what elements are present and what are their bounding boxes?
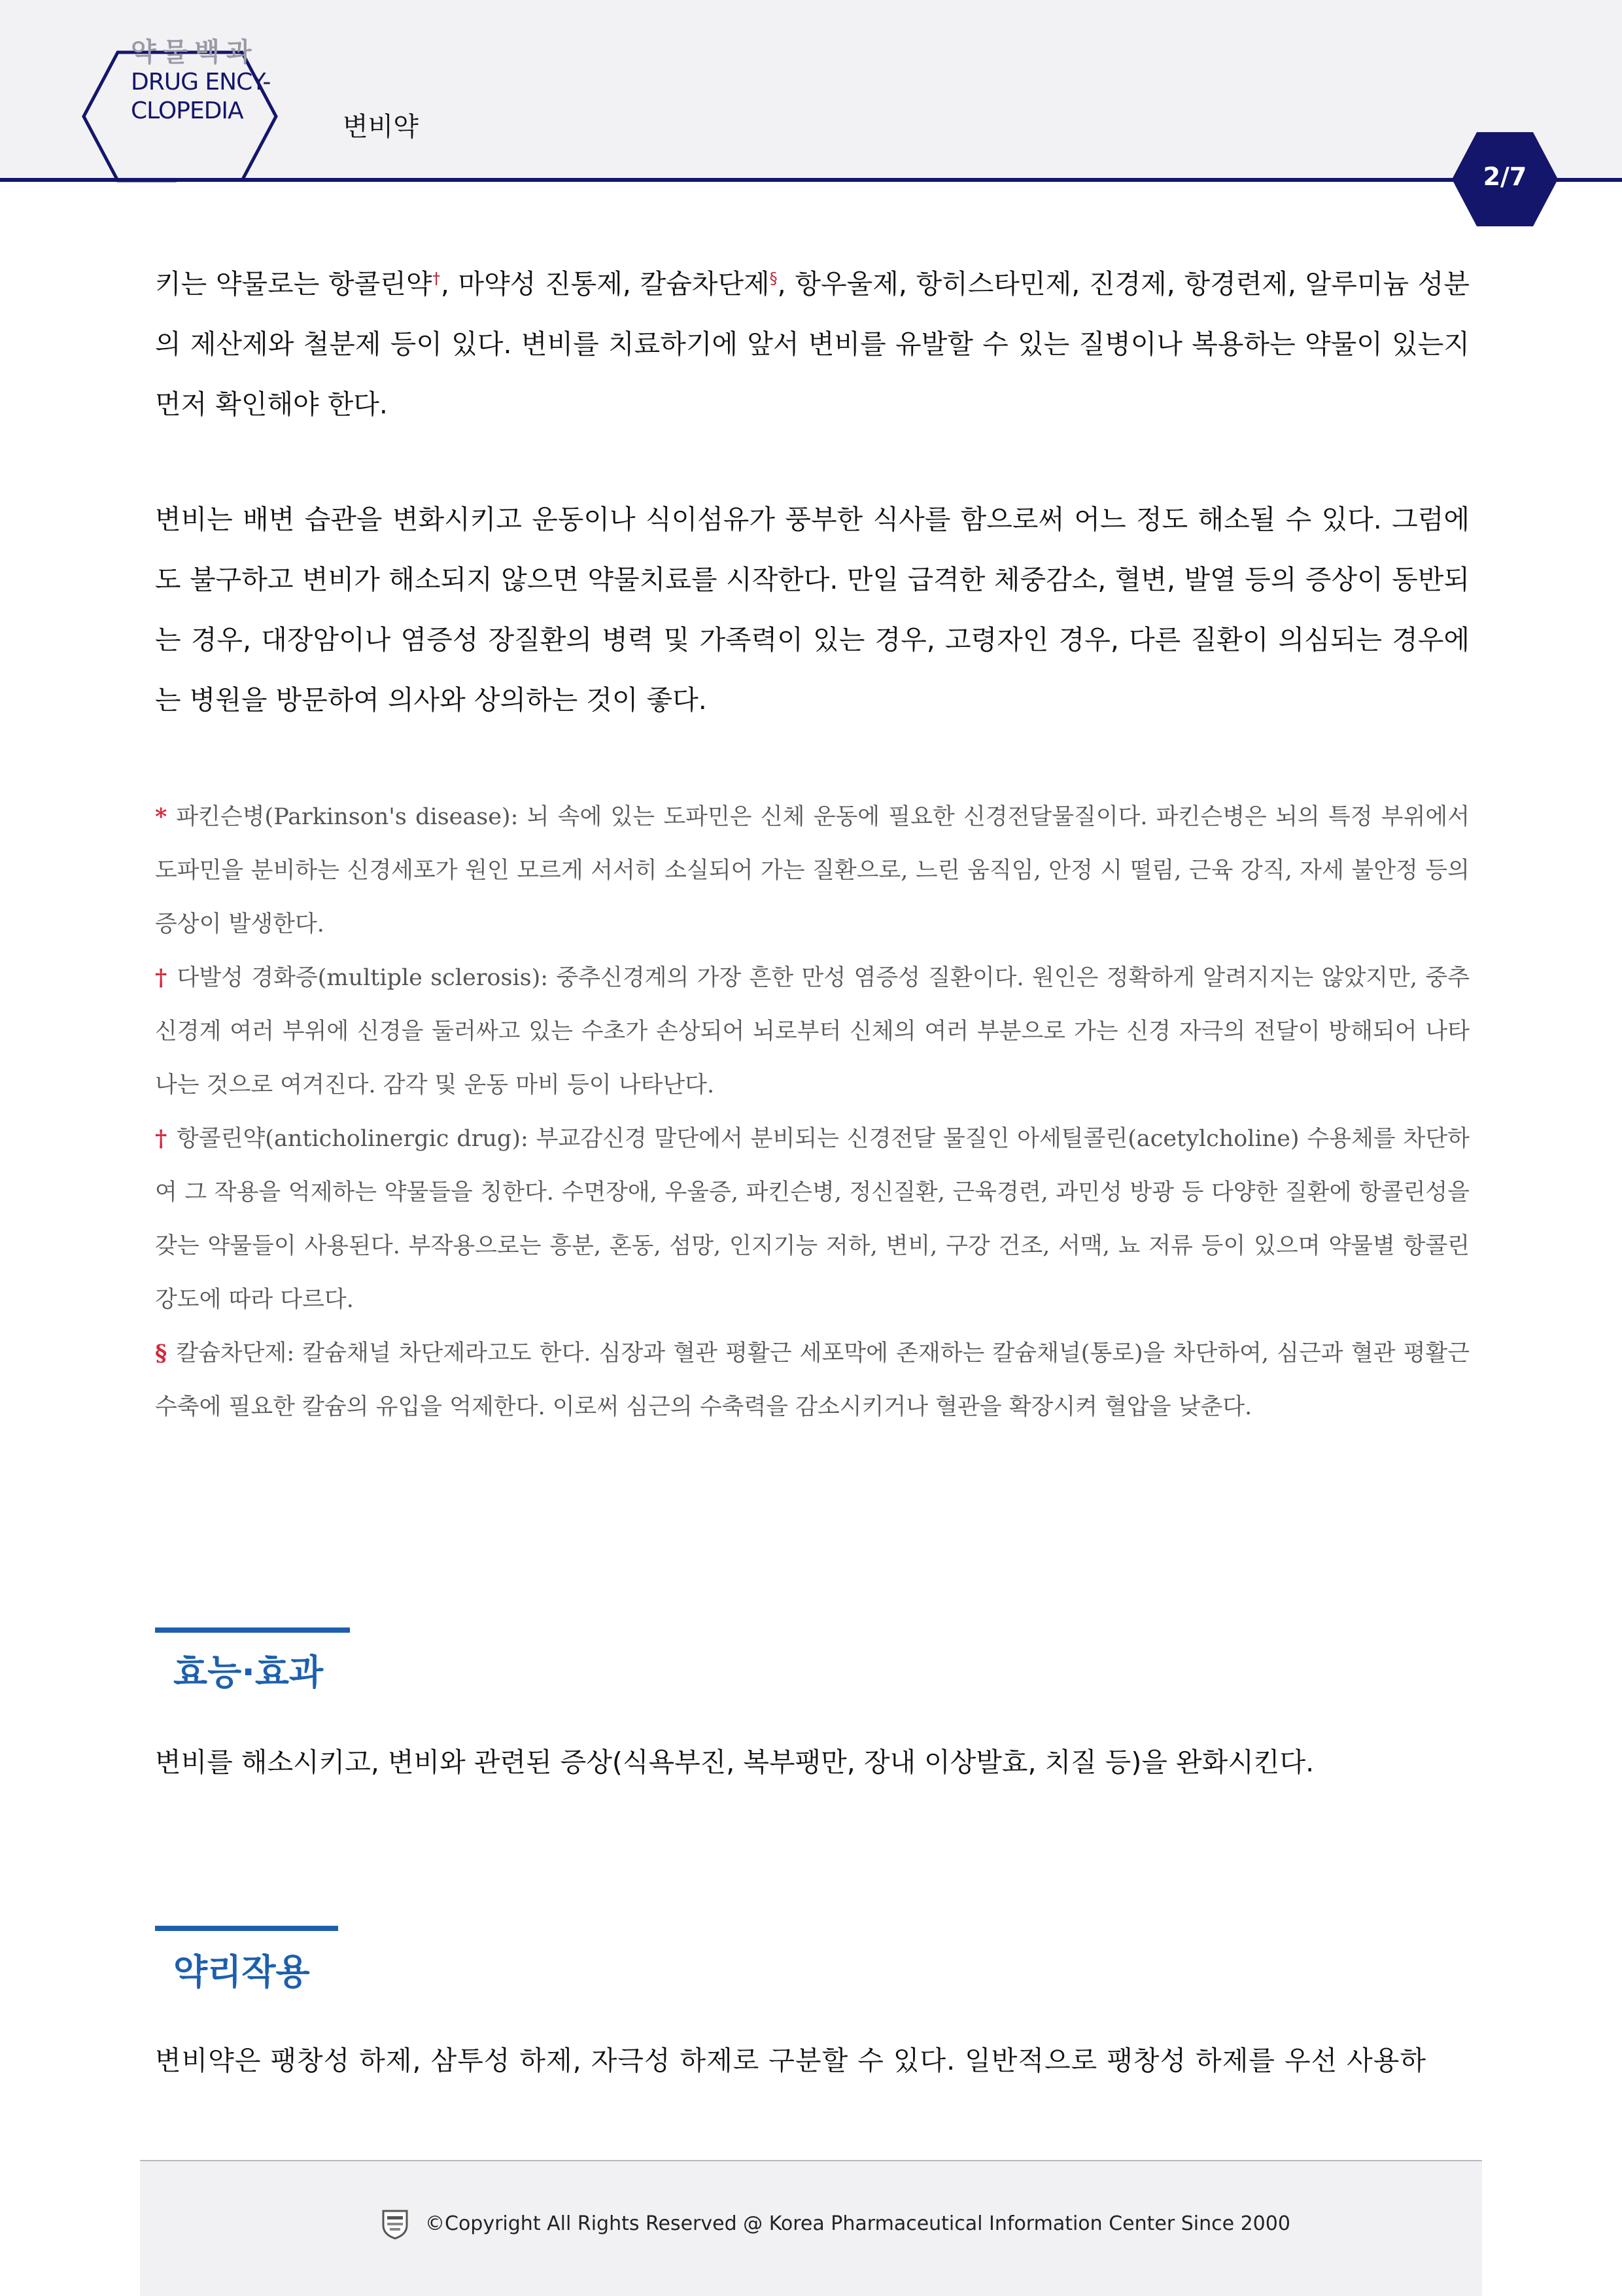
p1-text-c: , 항우울제, 항히스타민제, 진경제, 항경련제, 알루미늄 성분의 제산제와 철분제 등이 있다. 변비를 치료하기에 앞서 변비를 유발할 수 있는 질병이나 복용하는 약물이 있는지 먼저 확인해야 한다. — [155, 268, 1470, 420]
efficacy-heading: 효능·효과 — [173, 1652, 324, 1693]
p1-text-b: , 마약성 진통제, 칼슘차단제 — [440, 268, 770, 300]
logo-english-line2: CLOPEDIA — [131, 97, 243, 124]
p1-text-a: 키는 약물로는 항콜린약 — [155, 268, 432, 300]
footnote-multiple-sclerosis — [155, 951, 1470, 1112]
footnote-calcium-blocker — [155, 1327, 1470, 1434]
footnote-text: 다발성 경화증(multiple sclerosis): 중추신경계의 가장 흔한 만성 염증성 질환이다. 원인은 정확하게 알려지지는 않았지만, 중추신경계 여러 부위에 신경을 둘러싸고 있는 수초가 손상되어 뇌로부터 신체의 여러 부분으로 가는 신경 자극의 전달이 방해되어 나타나는 것으로 여겨진다. 감각 및 운동 마비 등이 나타난다. — [155, 965, 1470, 1098]
efficacy-text: 변비를 해소시키고, 변비와 관련된 증상(식욕부진, 복부팽만, 장내 이상발효, 치질 등)을 완화시킨다. — [155, 1747, 1315, 1778]
footnote-mark: † — [155, 964, 168, 991]
efficacy-heading-bar — [155, 1627, 350, 1633]
footnote-mark: * — [155, 803, 167, 830]
logo-english-line1: DRUG ENCY- — [131, 69, 271, 96]
footnote-parkinson — [155, 790, 1470, 951]
footnotes — [155, 790, 1470, 1434]
copyright-text: ©Copyright All Rights Reserved @ Korea Pharmaceutical Information Center Since 2000 — [425, 2212, 1290, 2235]
p2-text: 변비는 배변 습관을 변화시키고 운동이나 식이섬유가 풍부한 식사를 함으로써 어느 정도 해소될 수 있다. 그럼에도 불구하고 변비가 해소되지 않으면 약물치료를 시작한다. 만일 급격한 체중감소, 혈변, 발열 등의 증상이 동반되는 경우, 대장암이나 염증성 장질환의 병력 및 가족력이 있는 경우, 고령자인 경우, 다른 질환이 의심되는 경우에는 병원을 방문하여 의사와 상의하는 것이 좋다. — [155, 504, 1470, 716]
pharmacology-section — [155, 2030, 1470, 2091]
footnote-anticholinergic — [155, 1112, 1470, 1327]
footnote-mark: † — [155, 1125, 168, 1152]
emblem-icon — [381, 2208, 409, 2240]
dagger-footnote-marker: † — [432, 269, 441, 288]
pharmacology-heading-bar — [155, 1926, 338, 1931]
body-paragraph-2 — [155, 489, 1470, 730]
pharmacology-heading: 약리작용 — [173, 1951, 310, 1992]
efficacy-section — [155, 1732, 1470, 1792]
pharmacology-text: 변비약은 팽창성 하제, 삼투성 하제, 자극성 하제로 구분할 수 있다. 일반적으로 팽창성 하제를 우선 사용하 — [155, 2045, 1427, 2076]
logo-english-text — [131, 68, 288, 126]
section-title: 변비약 — [343, 112, 419, 142]
footnote-mark: § — [155, 1340, 167, 1366]
page-number: 2/7 — [1483, 162, 1527, 191]
logo-korean-text: 약물백과 — [131, 37, 258, 67]
section-footnote-marker: § — [769, 269, 778, 288]
footnote-text: 항콜린약(anticholinergic drug): 부교감신경 말단에서 분비되는 신경전달 물질인 아세틸콜린(acetylcholine) 수용체를 차단하여 그 작용을 억제하는 약물들을 칭한다. 수면장애, 우울증, 파킨슨병, 정신질환, 근육경련, 과민성 방광 등 다양한 질환에 항콜린성을 갖는 약물들이 사용된다. 부작용으로는 흥분, 혼동, 섬망, 인지기능 저하, 변비, 구강 건조, 서맥, 뇨 저류 등이 있으며 약물별 항콜린 강도에 따라 다르다. — [155, 1126, 1470, 1313]
body-paragraph-1 — [155, 254, 1470, 434]
footnote-text: 파킨슨병(Parkinson's disease): 뇌 속에 있는 도파민은 신체 운동에 필요한 신경전달물질이다. 파킨슨병은 뇌의 특정 부위에서 도파민을 분비하는 신경세포가 원인 모르게 서서히 소실되어 가는 질환으로, 느린 움직임, 안정 시 떨림, 근육 강직, 자세 불안정 등의 증상이 발생한다. — [155, 804, 1470, 937]
footnote-text: 칼슘차단제: 칼슘채널 차단제라고도 한다. 심장과 혈관 평활근 세포막에 존재하는 칼슘채널(통로)을 차단하여, 심근과 혈관 평활근 수축에 필요한 칼슘의 유입을 억제한다. 이로써 심근의 수축력을 감소시키거나 혈관을 확장시켜 혈압을 낮춘다. — [155, 1340, 1470, 1420]
